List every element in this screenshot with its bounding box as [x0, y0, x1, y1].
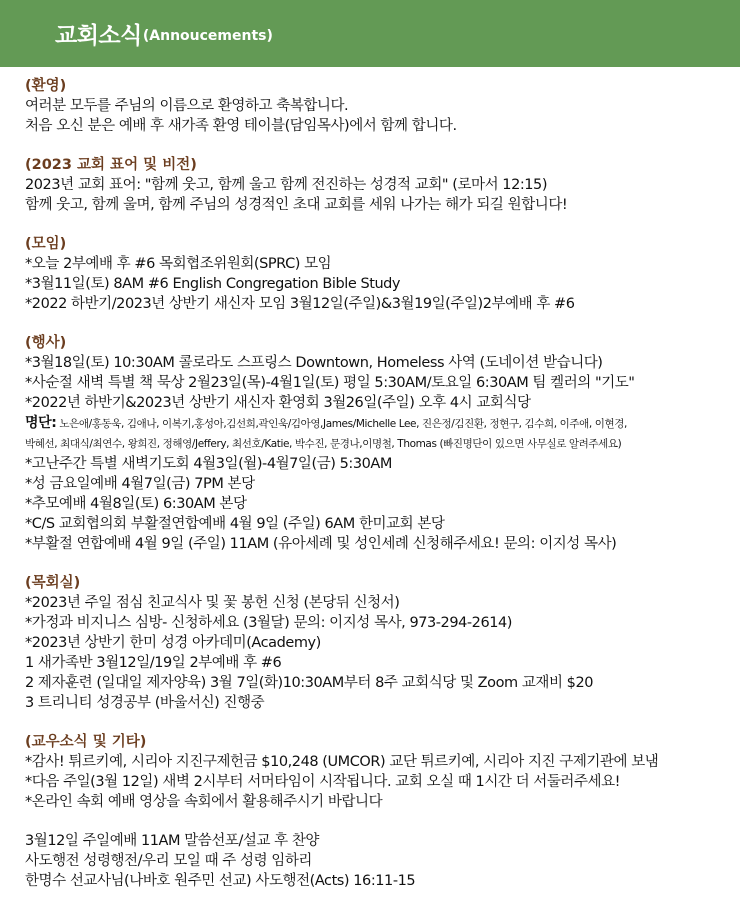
text-line: *다음 주일(3월 12일) 새벽 2시부터 서머타임이 시작됩니다. 교회 오실 때 1시간 더 서둘러주세요! — [25, 774, 621, 790]
text-line: *오늘 2부예배 후 #6 목회협조위원회(SPRC) 모임 — [25, 256, 332, 272]
announcements-content — [0, 67, 740, 891]
header-bar — [0, 0, 740, 67]
text-line: *2022 하반기/2023년 상반기 새신자 모임 3월12일(주일)&3월19일(주일)2부예배 후 #6 — [25, 296, 575, 312]
section-title: (목회실) — [25, 575, 81, 591]
names-label: 명단: — [25, 415, 57, 431]
text-line: 여러분 모두를 주님의 이름으로 환영하고 축복합니다. — [25, 98, 349, 114]
vision-section — [25, 155, 740, 215]
text-line: 한명수 선교사님(나바호 원주민 선교) 사도행전(Acts) 16:11-15 — [25, 873, 416, 889]
text-line: 1 새가족반 3월12일/19일 2부예배 후 #6 — [25, 655, 282, 671]
section-title: (모임) — [25, 236, 67, 252]
text-line: *감사! 튀르키예, 시리아 지진구제헌금 $10,248 (UMCOR) 교단 튀르키예, 시리아 지진 구제기관에 보냄 — [25, 754, 659, 770]
text-line: *2023년 주일 점심 친교식사 및 꽃 봉헌 신청 (본당뒤 신청서) — [25, 595, 400, 611]
text-line: *3월11일(토) 8AM #6 English Congregation Bible Study — [25, 276, 401, 292]
section-title: (행사) — [25, 335, 67, 351]
names-list-line — [25, 413, 740, 434]
ministry-section — [25, 573, 740, 713]
page-title: 교회소식 — [55, 23, 142, 49]
text-line: *온라인 속회 예배 영상을 속회에서 활용해주시기 바랍니다 — [25, 794, 383, 810]
names-list-line: 박혜선, 최대식/최연수, 왕희진, 정해영/Jeffery, 최선호/Katie, 박수진, 문경나,이명철, Thomas (빠진명단이 있으면 사무실로 알려주세요) — [25, 438, 622, 450]
text-line: *고난주간 특별 새벽기도회 4월3일(월)-4월7일(금) 5:30AM — [25, 456, 392, 472]
news-section — [25, 732, 740, 812]
names-text: 노은애/홍동욱, 김애나, 이복기,홍성아,김선희,곽인욱/김아영,James/Michelle Lee, 진은정/김진환, 정현구, 김수희, 이주애, 이현경, — [56, 418, 627, 430]
text-line: *3월18일(토) 10:30AM 콜로라도 스프링스 Downtown, Homeless 사역 (도네이션 받습니다) — [25, 355, 603, 371]
section-title: (2023 교회 표어 및 비전) — [25, 157, 197, 173]
section-title: (환영) — [25, 78, 67, 94]
text-line: *C/S 교회협의회 부활절연합예배 4월 9일 (주일) 6AM 한미교회 본당 — [25, 516, 445, 532]
text-line: *가정과 비지니스 심방- 신청하세요 (3월달) 문의: 이지성 목사, 973-294-2614) — [25, 615, 512, 631]
page-subtitle: (Annoucements) — [142, 27, 273, 44]
text-line: 사도행전 성령행전/우리 모일 때 주 성령 임하리 — [25, 853, 312, 869]
text-line: 2 제자훈련 (일대일 제자양육) 3월 7일(화)10:30AM부터 8주 교회식당 및 Zoom 교재비 $20 — [25, 675, 593, 691]
text-line: *2023년 상반기 한미 성경 아카데미(Academy) — [25, 635, 321, 651]
text-line: 처음 오신 분은 예배 후 새가족 환영 테이블(담임목사)에서 함께 합니다. — [25, 118, 457, 134]
text-line: 3 트리니티 성경공부 (바울서신) 진행중 — [25, 695, 265, 711]
text-line: *사순절 새벽 특별 책 묵상 2월23일(목)-4월1일(토) 평일 5:30AM/토요일 6:30AM 팀 켈러의 "기도" — [25, 375, 635, 391]
text-line: *2022년 하반기&2023년 상반기 새신자 환영회 3월26일(주일) 오후 4시 교회식당 — [25, 395, 531, 411]
meetings-section — [25, 234, 740, 314]
text-line: 함께 웃고, 함께 울며, 함께 주님의 성경적인 초대 교회를 세워 나가는 해가 되길 원합니다! — [25, 197, 568, 213]
events-section — [25, 333, 740, 554]
welcome-section — [25, 76, 740, 136]
text-line: *성 금요일예배 4월7일(금) 7PM 본당 — [25, 476, 255, 492]
text-line: 3월12일 주일예배 11AM 말씀선포/설교 후 찬양 — [25, 833, 319, 849]
text-line: *부활절 연합예배 4월 9일 (주일) 11AM (유아세례 및 성인세례 신청해주세요! 문의: 이지성 목사) — [25, 536, 617, 552]
section-title: (교우소식 및 기타) — [25, 734, 147, 750]
text-line: *추모예배 4월8일(토) 6:30AM 본당 — [25, 496, 247, 512]
sermon-section — [25, 831, 740, 891]
text-line: 2023년 교회 표어: "함께 웃고, 함께 울고 함께 전진하는 성경적 교회" (로마서 12:15) — [25, 177, 548, 193]
